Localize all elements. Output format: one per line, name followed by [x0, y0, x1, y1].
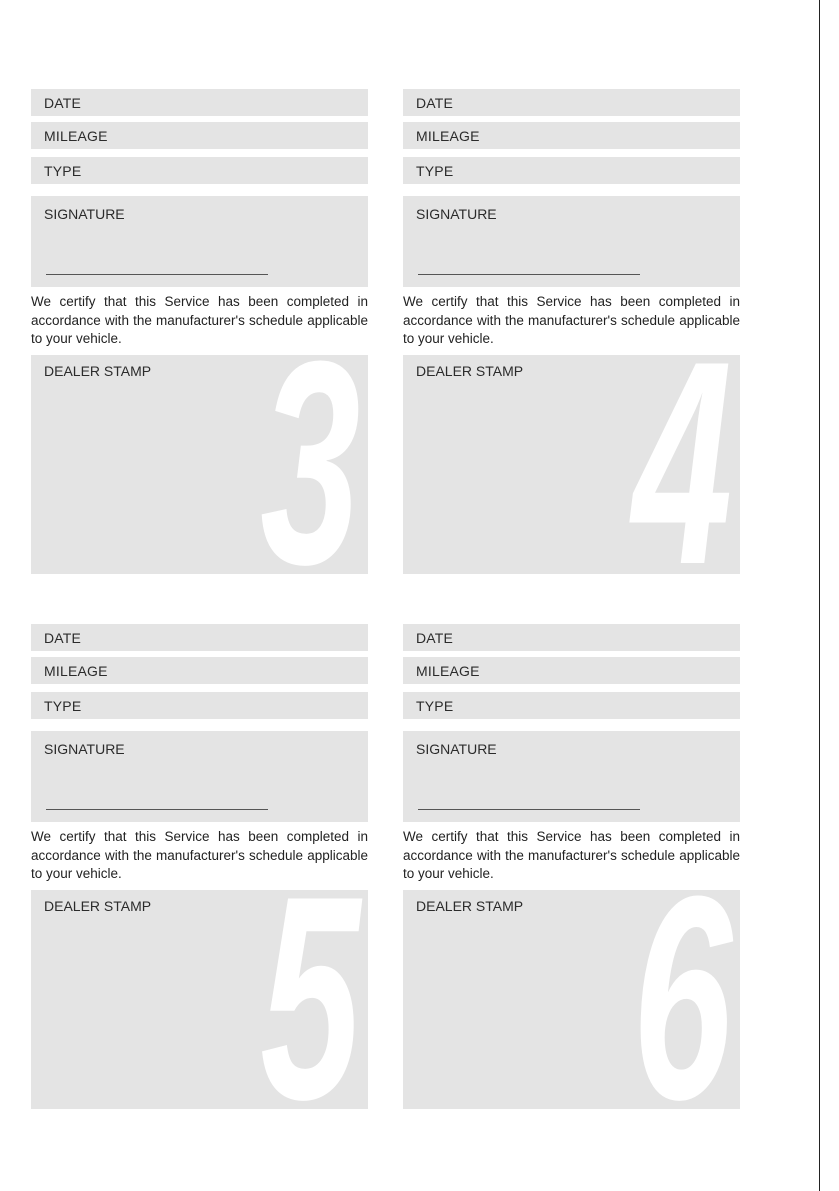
- dealer-stamp-label: DEALER STAMP: [416, 363, 524, 379]
- date-label: DATE: [416, 630, 454, 646]
- dealer-stamp-box[interactable]: [403, 890, 740, 1109]
- type-field[interactable]: [31, 157, 368, 184]
- date-field[interactable]: [31, 624, 368, 651]
- dealer-stamp-label: DEALER STAMP: [416, 898, 524, 914]
- certification-text: We certify that this Service has been completed in accordance with the manufacturer's schedule applicable to your vehicle.: [31, 294, 368, 346]
- date-field[interactable]: [403, 89, 740, 116]
- service-number: 5: [259, 890, 360, 1109]
- service-record-card: [31, 624, 368, 1109]
- service-record-card: [403, 89, 740, 574]
- type-field[interactable]: [403, 157, 740, 184]
- type-field[interactable]: [403, 692, 740, 719]
- signature-label: SIGNATURE: [416, 206, 497, 222]
- signature-box[interactable]: [403, 196, 740, 287]
- signature-line: [418, 809, 640, 810]
- certification-text: We certify that this Service has been completed in accordance with the manufacturer's schedule applicable to your vehicle.: [403, 829, 740, 881]
- mileage-field[interactable]: [31, 657, 368, 684]
- date-label: DATE: [44, 630, 82, 646]
- service-record-card: [403, 624, 740, 1109]
- date-label: DATE: [416, 95, 454, 111]
- signature-box[interactable]: [31, 196, 368, 287]
- signature-box[interactable]: [31, 731, 368, 822]
- service-number: 4: [631, 355, 732, 574]
- mileage-field[interactable]: [403, 657, 740, 684]
- type-label: TYPE: [416, 163, 454, 179]
- signature-box[interactable]: [403, 731, 740, 822]
- mileage-label: MILEAGE: [44, 128, 108, 144]
- service-number: 3: [259, 355, 360, 574]
- date-field[interactable]: [403, 624, 740, 651]
- type-label: TYPE: [44, 163, 82, 179]
- mileage-field[interactable]: [31, 122, 368, 149]
- mileage-label: MILEAGE: [44, 663, 108, 679]
- type-field[interactable]: [31, 692, 368, 719]
- service-number: 6: [631, 890, 732, 1109]
- dealer-stamp-box[interactable]: [31, 890, 368, 1109]
- signature-label: SIGNATURE: [44, 741, 125, 757]
- mileage-label: MILEAGE: [416, 128, 480, 144]
- service-record-card: [31, 89, 368, 574]
- dealer-stamp-box[interactable]: [403, 355, 740, 574]
- date-label: DATE: [44, 95, 82, 111]
- mileage-field[interactable]: [403, 122, 740, 149]
- type-label: TYPE: [44, 698, 82, 714]
- signature-line: [46, 809, 268, 810]
- signature-line: [46, 274, 268, 275]
- signature-label: SIGNATURE: [416, 741, 497, 757]
- dealer-stamp-label: DEALER STAMP: [44, 363, 152, 379]
- mileage-label: MILEAGE: [416, 663, 480, 679]
- page-edge-rule: [819, 0, 820, 1191]
- signature-line: [418, 274, 640, 275]
- certification-text: We certify that this Service has been completed in accordance with the manufacturer's schedule applicable to your vehicle.: [31, 829, 368, 881]
- certification-text: We certify that this Service has been completed in accordance with the manufacturer's schedule applicable to your vehicle.: [403, 294, 740, 346]
- dealer-stamp-box[interactable]: [31, 355, 368, 574]
- date-field[interactable]: [31, 89, 368, 116]
- dealer-stamp-label: DEALER STAMP: [44, 898, 152, 914]
- type-label: TYPE: [416, 698, 454, 714]
- signature-label: SIGNATURE: [44, 206, 125, 222]
